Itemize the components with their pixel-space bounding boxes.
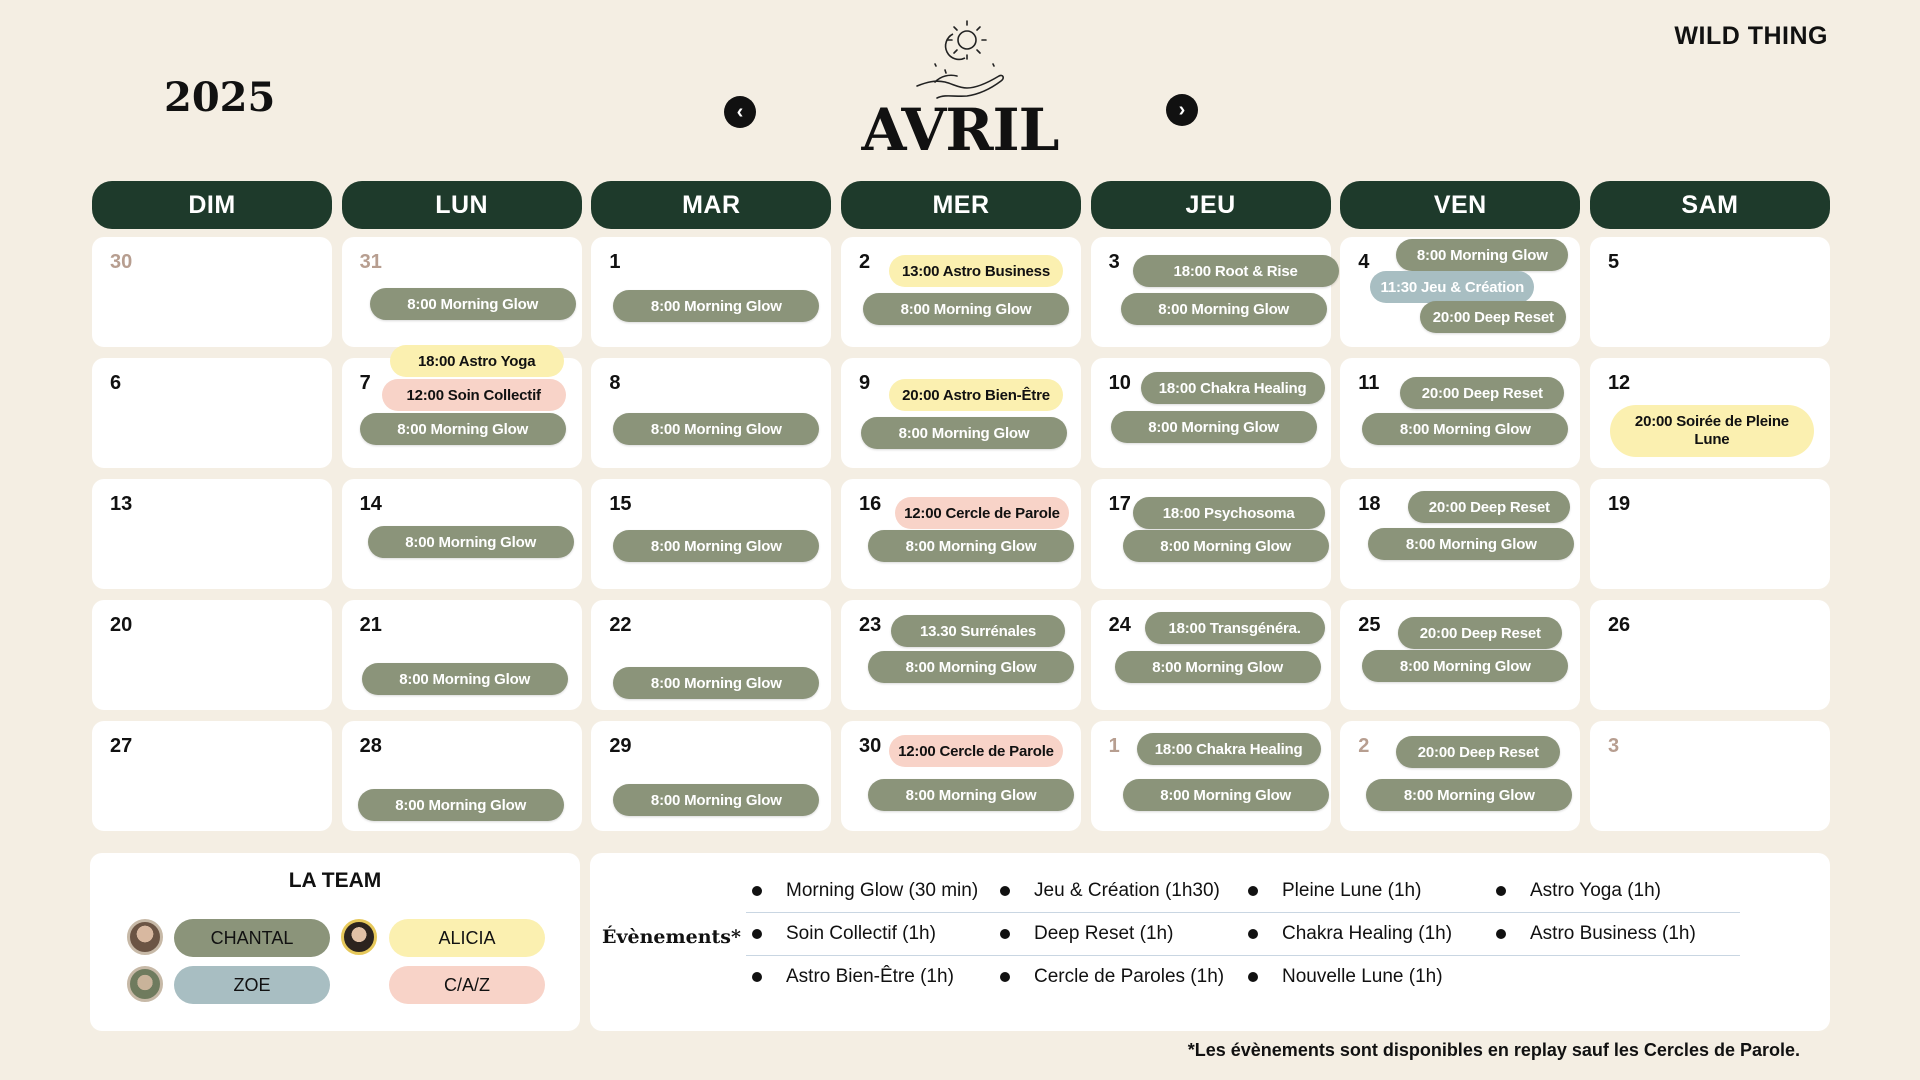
day-cell[interactable] (1091, 358, 1331, 468)
day-number: 19 (1607, 493, 1631, 515)
next-month-button[interactable] (1166, 94, 1198, 126)
weekday-header: JEU (1091, 181, 1331, 229)
day-cell[interactable] (342, 721, 582, 831)
event-pill[interactable]: 20:00 Astro Bien-Être (889, 379, 1063, 411)
event-pill[interactable]: 8:00 Morning Glow (368, 526, 574, 558)
day-cell[interactable] (1091, 600, 1331, 710)
legend-item (1490, 869, 1738, 912)
weekday-header: SAM (1590, 181, 1830, 229)
day-number: 3 (1607, 735, 1620, 757)
legend-item (746, 869, 994, 912)
day-cell[interactable] (1590, 237, 1830, 347)
day-cell[interactable] (1590, 721, 1830, 831)
day-number: 8 (609, 372, 621, 394)
event-pill[interactable]: 18:00 Transgénéra. (1145, 612, 1325, 644)
legend-item-label: Chakra Healing (1h) (1282, 922, 1453, 944)
legend-item (1242, 955, 1490, 998)
event-pill[interactable]: 8:00 Morning Glow (861, 417, 1067, 449)
event-pill[interactable]: 18:00 Chakra Healing (1137, 733, 1321, 765)
replay-footnote: *Les évènements sont disponibles en replay sauf les Cercles de Parole. (1187, 1040, 1800, 1060)
event-pill[interactable]: 8:00 Morning Glow (868, 779, 1074, 811)
event-pill[interactable]: 20:00 Deep Reset (1420, 301, 1566, 333)
legend-item-label: Pleine Lune (1h) (1282, 879, 1422, 901)
bullet-icon (1496, 929, 1506, 939)
day-number: 30 (858, 735, 882, 757)
day-cell[interactable] (591, 479, 831, 589)
event-pill[interactable]: 20:00 Deep Reset (1400, 377, 1564, 409)
day-cell[interactable] (591, 600, 831, 710)
day-number: 12 (1607, 372, 1631, 394)
day-number: 1 (1108, 735, 1120, 757)
day-cell[interactable] (841, 237, 1081, 347)
day-cell[interactable] (1340, 237, 1580, 347)
day-number: 25 (1358, 614, 1381, 636)
legend-row (746, 869, 1740, 913)
legend-item-label: Astro Yoga (1h) (1530, 879, 1661, 901)
event-pill[interactable]: 8:00 Morning Glow (1123, 779, 1329, 811)
day-cell[interactable] (342, 237, 582, 347)
avatar-chantal (127, 919, 163, 955)
bullet-icon (1248, 929, 1258, 939)
day-number: 10 (1108, 372, 1131, 394)
day-cell[interactable] (1590, 600, 1830, 710)
day-number: 7 (359, 372, 371, 394)
legend-item-label: Astro Business (1h) (1530, 922, 1696, 944)
event-pill[interactable]: 8:00 Morning Glow (868, 651, 1074, 683)
day-cell[interactable] (1590, 479, 1830, 589)
day-cell[interactable] (841, 358, 1081, 468)
day-number: 2 (858, 251, 871, 273)
team-member-zoe: ZOE (174, 966, 330, 1004)
day-cell[interactable] (1340, 721, 1580, 831)
calendar-weeks (92, 237, 1830, 831)
day-number: 28 (359, 735, 382, 757)
weekday-headers (92, 181, 1830, 229)
legend-item-label: Morning Glow (30 min) (786, 879, 979, 901)
day-number: 18 (1358, 493, 1381, 515)
event-pill[interactable]: 18:00 Root & Rise (1133, 255, 1339, 287)
event-pill[interactable]: 20:00 Soirée de Pleine Lune (1610, 405, 1814, 457)
day-cell[interactable] (1091, 721, 1331, 831)
event-pill[interactable]: 8:00 Morning Glow (1362, 650, 1568, 682)
legend-item-label: Soin Collectif (1h) (786, 922, 936, 944)
event-pill[interactable]: 8:00 Morning Glow (613, 290, 819, 322)
event-pill[interactable]: 8:00 Morning Glow (1115, 651, 1321, 683)
day-number: 5 (1607, 251, 1620, 273)
day-number: 4 (1358, 251, 1370, 273)
calendar-grid (92, 181, 1830, 831)
team-member-alicia: ALICIA (389, 919, 545, 957)
day-cell[interactable] (342, 352, 582, 468)
legend-row (746, 912, 1740, 956)
event-pill[interactable]: 8:00 Morning Glow (1368, 528, 1574, 560)
event-pill[interactable]: 11:30 Jeu & Création (1370, 271, 1534, 303)
chevron-left-icon: ‹ (736, 101, 744, 123)
day-number: 31 (359, 251, 382, 273)
day-number: 2 (1358, 735, 1370, 757)
day-cell[interactable] (841, 479, 1081, 589)
day-cell[interactable] (92, 600, 332, 710)
avatar-zoe (127, 966, 163, 1002)
day-cell[interactable] (841, 721, 1081, 831)
event-pill[interactable]: 8:00 Morning Glow (613, 667, 819, 699)
avatar-alicia (341, 919, 377, 955)
event-pill[interactable]: 18:00 Chakra Healing (1141, 372, 1325, 404)
bullet-icon (1000, 929, 1010, 939)
day-number: 16 (858, 493, 882, 515)
previous-month-button[interactable] (724, 96, 756, 128)
day-number: 17 (1108, 493, 1131, 515)
event-pill[interactable]: 8:00 Morning Glow (613, 413, 819, 445)
hand-sun-moon-logo-icon (905, 20, 1015, 102)
day-cell[interactable] (841, 600, 1081, 710)
day-cell[interactable] (1590, 358, 1830, 468)
legend-item-label: Jeu & Création (1h30) (1034, 879, 1220, 901)
event-pill[interactable]: 13:00 Astro Business (889, 255, 1063, 287)
legend-item-label: Nouvelle Lune (1h) (1282, 965, 1443, 987)
day-cell[interactable] (92, 721, 332, 831)
year-label: 2025 (164, 74, 276, 121)
bullet-icon (1248, 886, 1258, 896)
event-pill[interactable]: 8:00 Morning Glow (613, 784, 819, 816)
legend-row (746, 955, 1740, 998)
day-number: 9 (858, 372, 871, 394)
event-pill[interactable]: 13.30 Surrénales (891, 615, 1065, 647)
day-number: 22 (609, 614, 632, 636)
day-cell[interactable] (342, 479, 582, 589)
day-cell[interactable] (1091, 237, 1331, 347)
event-pill[interactable]: 12:00 Cercle de Parole (889, 735, 1063, 767)
day-number: 27 (110, 735, 133, 757)
event-pill[interactable]: 8:00 Morning Glow (370, 288, 576, 320)
team-title: LA TEAM (288, 869, 382, 892)
bullet-icon (1000, 972, 1010, 982)
event-pill[interactable]: 18:00 Psychosoma (1133, 497, 1325, 529)
day-number: 1 (609, 251, 621, 273)
bullet-icon (752, 929, 762, 939)
bullet-icon (1496, 886, 1506, 896)
brand-name: WILD THING (1674, 22, 1828, 50)
weekday-header: VEN (1340, 181, 1580, 229)
event-pill[interactable]: 8:00 Morning Glow (1396, 239, 1568, 271)
bullet-icon (1000, 886, 1010, 896)
legend-item (994, 955, 1242, 998)
events-legend-label: Évènements* (602, 926, 741, 948)
event-pill[interactable]: 12:00 Cercle de Parole (895, 497, 1069, 529)
day-number: 3 (1108, 251, 1120, 273)
bullet-icon (752, 886, 762, 896)
event-pill[interactable]: 12:00 Soin Collectif (382, 379, 566, 411)
event-pill[interactable]: 8:00 Morning Glow (863, 293, 1069, 325)
event-pill[interactable]: 18:00 Astro Yoga (390, 345, 564, 377)
team-member-caz: C/A/Z (389, 966, 545, 1004)
day-cell[interactable] (92, 237, 332, 347)
day-cell[interactable] (1340, 600, 1580, 710)
event-pill[interactable]: 8:00 Morning Glow (358, 789, 564, 821)
day-cell[interactable] (1340, 358, 1580, 468)
weekday-header: MER (841, 181, 1081, 229)
events-legend-panel (590, 853, 1830, 1031)
day-cell[interactable] (342, 600, 582, 710)
legend-item-label: Astro Bien-Être (1h) (786, 965, 954, 987)
event-pill[interactable]: 8:00 Morning Glow (1366, 779, 1572, 811)
legend-item-label: Deep Reset (1h) (1034, 922, 1174, 944)
event-pill[interactable]: 8:00 Morning Glow (868, 530, 1074, 562)
event-pill[interactable]: 8:00 Morning Glow (360, 413, 566, 445)
team-panel (90, 853, 580, 1031)
day-number: 24 (1108, 614, 1131, 636)
day-number: 6 (110, 372, 122, 394)
bullet-icon (1248, 972, 1258, 982)
legend-item (994, 869, 1242, 912)
legend-item (746, 912, 994, 955)
team-member-chantal: CHANTAL (174, 919, 330, 957)
day-number: 13 (110, 493, 133, 515)
day-number: 15 (609, 493, 632, 515)
event-pill[interactable]: 8:00 Morning Glow (362, 663, 568, 695)
day-cell[interactable] (92, 479, 332, 589)
chevron-right-icon: › (1178, 99, 1186, 121)
legend-item (746, 955, 994, 998)
event-pill[interactable]: 8:00 Morning Glow (613, 530, 819, 562)
bullet-icon (752, 972, 762, 982)
legend-item (994, 912, 1242, 955)
event-pill[interactable]: 8:00 Morning Glow (1111, 411, 1317, 443)
day-cell[interactable] (591, 358, 831, 468)
day-cell[interactable] (591, 237, 831, 347)
day-number: 11 (1358, 372, 1380, 394)
legend-item (1490, 912, 1738, 955)
event-pill[interactable]: 8:00 Morning Glow (1123, 530, 1329, 562)
event-pill[interactable]: 8:00 Morning Glow (1362, 413, 1568, 445)
day-cell[interactable] (1340, 479, 1580, 589)
event-pill[interactable]: 8:00 Morning Glow (1121, 293, 1327, 325)
weekday-header: DIM (92, 181, 332, 229)
day-number: 30 (110, 251, 133, 273)
day-cell[interactable] (92, 358, 332, 468)
day-number: 23 (858, 614, 882, 636)
event-pill[interactable]: 20:00 Deep Reset (1396, 736, 1560, 768)
weekday-header: LUN (342, 181, 582, 229)
event-pill[interactable]: 20:00 Deep Reset (1398, 617, 1562, 649)
legend-item (1242, 869, 1490, 912)
event-pill[interactable]: 20:00 Deep Reset (1408, 491, 1570, 523)
day-number: 21 (359, 614, 382, 636)
legend-item (1242, 912, 1490, 955)
month-title: AVRIL (861, 96, 1059, 164)
day-cell[interactable] (1091, 479, 1331, 589)
weekday-header: MAR (591, 181, 831, 229)
day-number: 29 (609, 735, 632, 757)
day-number: 26 (1607, 614, 1631, 636)
legend-item-label: Cercle de Paroles (1h) (1034, 965, 1225, 987)
day-number: 14 (359, 493, 382, 515)
day-cell[interactable] (591, 721, 831, 831)
day-number: 20 (110, 614, 133, 636)
